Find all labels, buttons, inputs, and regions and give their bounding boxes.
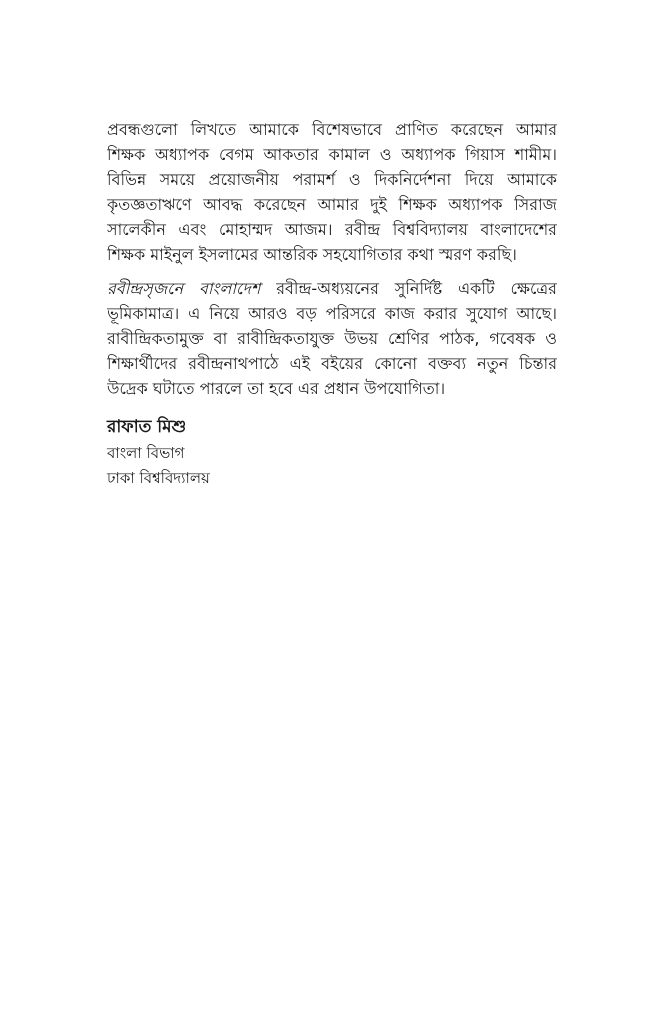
acknowledgement-paragraph — [107, 117, 557, 267]
text-line — [107, 276, 557, 301]
text-line: বিভিন্ন সময়ে প্রয়োজনীয় পরামর্শ ও দিকনির্দেশনা দিয়ে আমাকে — [107, 170, 557, 189]
text-line: প্রবন্ধগুলো লিখতে আমাকে বিশেষভাবে প্রাণিত করেছেন আমার — [107, 120, 557, 139]
text-line: উদ্রেক ঘটাতে পারলে তা হবে এর প্রধান উপযোগিতা। — [107, 379, 446, 398]
author-department: বাংলা বিভাগ — [107, 444, 185, 462]
text-line: শিক্ষক অধ্যাপক বেগম আকতার কামাল ও অধ্যাপক গিয়াস শামীম। — [107, 145, 557, 164]
scope-paragraph — [107, 276, 557, 401]
document-page — [107, 117, 557, 491]
text-line: ভূমিকামাত্র। এ নিয়ে আরও বড় পরিসরে কাজ করার সুযোগ আছে। — [107, 304, 557, 323]
author-institution: ঢাকা বিশ্ববিদ্যালয় — [107, 469, 210, 487]
author-name: রাফাত মিশু — [107, 417, 187, 437]
text-line: শিক্ষার্থীদের রবীন্দ্রনাথপাঠে এই বইয়ের কোনো বক্তব্য নতুন চিন্তার — [107, 354, 557, 373]
text-fragment: রবীন্দ্র-অধ্যয়নের সুনির্দিষ্ট একটি ক্ষেত্রের — [260, 279, 557, 298]
text-line: কৃতজ্ঞতাঋণে আবদ্ধ করেছেন আমার দুই শিক্ষক অধ্যাপক সিরাজ — [107, 195, 557, 214]
book-title: রবীন্দ্রসৃজনে বাংলাদেশ — [107, 279, 261, 298]
text-line: রাবীন্দ্রিকতামুক্ত বা রাবীন্দ্রিকতাযুক্ত উভয় শ্রেণির পাঠক, গবেষক ও — [107, 329, 557, 348]
text-line: শিক্ষক মাইনুল ইসলামের আন্তরিক সহযোগিতার কথা স্মরণ করছি। — [107, 245, 517, 264]
signature-block — [107, 414, 557, 491]
text-line: সালেকীন এবং মোহাম্মদ আজম। রবীন্দ্র বিশ্ববিদ্যালয় বাংলাদেশের — [107, 220, 557, 239]
